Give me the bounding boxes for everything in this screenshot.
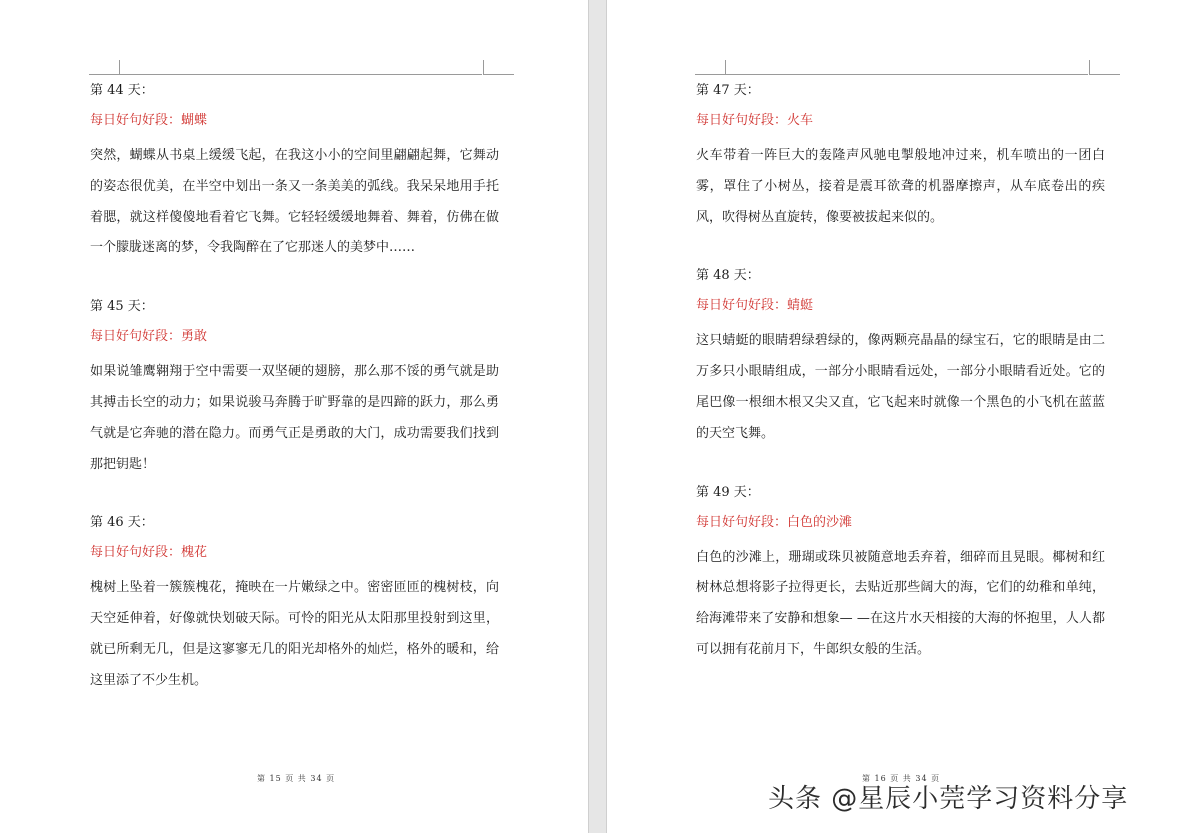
entry-day-49: [696, 482, 1105, 666]
page-content: [696, 80, 1105, 698]
margin-corner-mark: [1089, 60, 1120, 75]
page-footer: 第 16 页 共 34 页: [862, 774, 941, 783]
watermark-caption: 头条 @星辰小莞学习资料分享: [768, 784, 1129, 814]
margin-corner-mark: [89, 60, 120, 75]
entry-paragraph: 白色的沙滩上，珊瑚或珠贝被随意地丢弃着，细碎而且晃眼。椰树和红树林总想将影子拉得更长，去贴近那些阔大的海，它们的幼稚和单纯，给海滩带来了安静和想象— —在这片水天相接的大海的怀抱里，人人都可以拥有花前月下，牛郎织女般的生活。: [696, 549, 1105, 657]
topic-heading: 每日好句好段：白色的沙滩: [696, 514, 853, 530]
entry-paragraph: 如果说雏鹰翱翔于空中需要一双坚硬的翅膀，那么那不馁的勇气就是助其搏击长空的动力；如果说骏马奔腾于旷野靠的是四蹄的跃力，那么勇气就是它奔驰的潜在隐力。而勇气正是勇敢的大门，成功需要我们找到那把钥匙！: [90, 364, 499, 472]
entry-paragraph: 这只蜻蜓的眼睛碧绿碧绿的，像两颗亮晶晶的绿宝石，它的眼睛是由二万多只小眼睛组成，一部分小眼睛看远处，一部分小眼睛看近处。它的尾巴像一根细木根又尖又直，它飞起来时就像一个黑色的小飞机在蓝蓝的天空飞舞。: [696, 333, 1105, 441]
topic-heading: 每日好句好段：勇敢: [90, 329, 208, 345]
margin-corner-mark: [483, 60, 514, 75]
header-rule: [119, 74, 482, 75]
entry-paragraph: 突然，蝴蝶从书桌上缓缓飞起，在我这小小的空间里翩翩起舞，它舞动的姿态很优美，在半空中划出一条又一条美美的弧线。我呆呆地用手托着腮，就这样傻傻地看着它飞舞。它轻轻缓缓地舞着、舞着，仿佛在做一个朦胧迷离的梦，令我陶醉在了它那迷人的美梦中……: [90, 148, 499, 256]
topic-heading: 每日好句好段：槐花: [90, 545, 208, 561]
document-page-left: [0, 0, 589, 833]
topic-heading: 每日好句好段：蜻蜓: [696, 298, 814, 314]
entry-day-48: [696, 265, 1105, 449]
entry-paragraph: 槐树上坠着一簇簇槐花，掩映在一片嫩绿之中。密密匝匝的槐树枝，向天空延伸着，好像就快划破天际。可怜的阳光从太阳那里投射到这里，就已所剩无几，但是这寥寥无几的阳光却格外的灿烂，格外的暖和，给这里添了不少生机。: [90, 580, 499, 688]
day-heading: 第 48 天：: [696, 268, 760, 284]
day-heading: 第 45 天：: [90, 299, 154, 315]
entry-day-46: [90, 512, 499, 696]
page-footer: 第 15 页 共 34 页: [257, 774, 336, 783]
day-heading: 第 47 天：: [696, 83, 760, 98]
entry-day-45: [90, 296, 499, 480]
document-page-right: [606, 0, 1195, 833]
header-rule: [725, 74, 1088, 75]
margin-corner-mark: [695, 60, 726, 75]
entry-paragraph: 火车带着一阵巨大的轰隆声风驰电掣般地冲过来，机车喷出的一团白雾，罩住了小树丛，接着是震耳欲聋的机器摩擦声，从车底卷出的疾风，吹得树丛直旋转，像要被拔起来似的。: [696, 148, 1105, 225]
day-heading: 第 44 天：: [90, 83, 154, 98]
entry-day-44: [90, 80, 499, 264]
entry-day-47: [696, 80, 1105, 233]
topic-heading: 每日好句好段：火车: [696, 113, 814, 128]
day-heading: 第 49 天：: [696, 484, 760, 500]
page-content: [90, 80, 499, 729]
day-heading: 第 46 天：: [90, 515, 154, 531]
topic-heading: 每日好句好段：蝴蝶: [90, 113, 208, 128]
